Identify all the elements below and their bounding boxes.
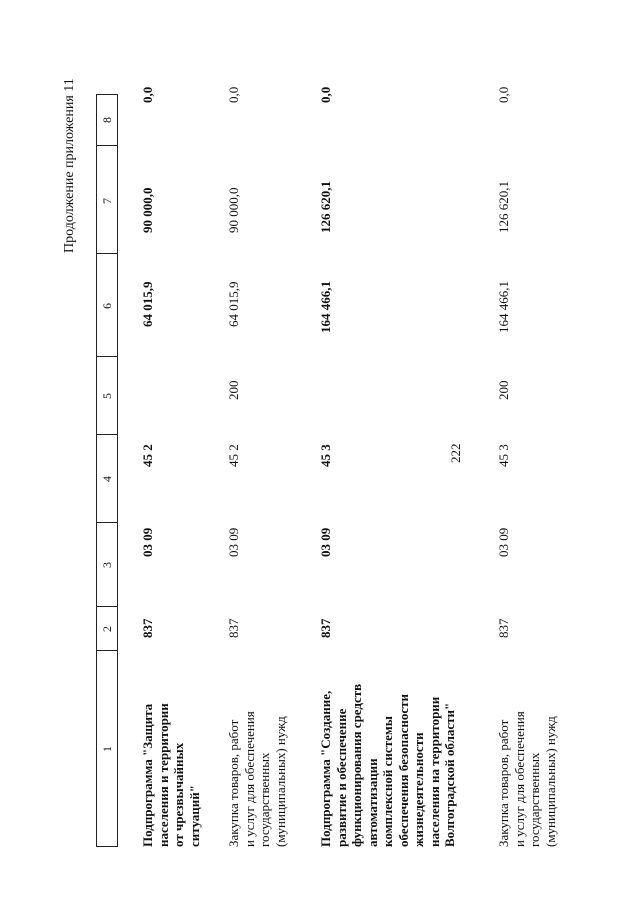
cell-c8: 0,0 bbox=[226, 86, 241, 103]
page-number: 222 bbox=[448, 443, 463, 463]
cell-c3: 03 09 bbox=[496, 527, 511, 557]
header-col-4: 4 bbox=[100, 476, 114, 482]
cell-c2: 837 bbox=[496, 618, 511, 638]
cell-c8: 0,0 bbox=[140, 86, 155, 103]
cell-c6: 164 466,1 bbox=[318, 281, 333, 333]
header-col-8: 8 bbox=[100, 117, 114, 123]
row-name-subprogram-1: Подпрограмма "Защита населения и территории от чрезвычайных ситуаций" bbox=[140, 703, 202, 847]
header-col-1: 1 bbox=[100, 746, 114, 752]
header-divider bbox=[117, 95, 118, 847]
cell-c3: 03 09 bbox=[318, 527, 333, 557]
cell-c5: 200 bbox=[496, 380, 511, 400]
column-divider bbox=[96, 434, 118, 435]
row-name-procurement-2: Закупка товаров, работ и услуг для обеспечения государственных (муниципальных) нужд bbox=[496, 711, 558, 847]
cell-c2: 837 bbox=[318, 618, 333, 638]
cell-c8: 0,0 bbox=[318, 86, 333, 103]
cell-c3: 03 09 bbox=[140, 527, 155, 557]
cell-c7: 126 620,1 bbox=[318, 181, 333, 233]
cell-c8: 0,0 bbox=[496, 86, 511, 103]
cell-c7: 90 000,0 bbox=[226, 187, 241, 233]
cell-c4: 45 3 bbox=[496, 444, 511, 467]
cell-c6: 64 015,9 bbox=[226, 281, 241, 327]
cell-c4: 45 3 bbox=[318, 444, 333, 467]
cell-c5: 200 bbox=[226, 380, 241, 400]
cell-c7: 126 620,1 bbox=[496, 181, 511, 233]
continuation-title: Продолжение приложения 11 bbox=[62, 78, 77, 253]
column-divider bbox=[96, 650, 118, 651]
row-name-subprogram-2: Подпрограмма "Создание, развитие и обеспечение функционирования средств автоматизации комплексной системы обеспечения безопасности жизнедеятельности населения на территории Волгоградской области" bbox=[318, 683, 457, 847]
cell-c3: 03 09 bbox=[226, 527, 241, 557]
cell-c4: 45 2 bbox=[140, 444, 155, 467]
column-divider bbox=[96, 145, 118, 146]
header-col-6: 6 bbox=[100, 303, 114, 309]
column-divider bbox=[96, 253, 118, 254]
header-col-2: 2 bbox=[100, 626, 114, 632]
cell-c6: 64 015,9 bbox=[140, 281, 155, 327]
cell-c7: 90 000,0 bbox=[140, 187, 155, 233]
cell-c4: 45 2 bbox=[226, 444, 241, 467]
column-divider bbox=[96, 606, 118, 607]
column-divider bbox=[96, 522, 118, 523]
column-divider bbox=[96, 846, 118, 847]
cell-c2: 837 bbox=[140, 618, 155, 638]
cell-c2: 837 bbox=[226, 618, 241, 638]
cell-c6: 164 466,1 bbox=[496, 281, 511, 333]
table-top-border bbox=[96, 95, 97, 847]
header-col-7: 7 bbox=[100, 198, 114, 204]
column-divider bbox=[96, 94, 118, 95]
header-col-3: 3 bbox=[100, 562, 114, 568]
column-divider bbox=[96, 356, 118, 357]
header-col-5: 5 bbox=[100, 393, 114, 399]
row-name-procurement-1: Закупка товаров, работ и услуг для обеспечения государственных (муниципальных) нужд bbox=[226, 711, 288, 847]
